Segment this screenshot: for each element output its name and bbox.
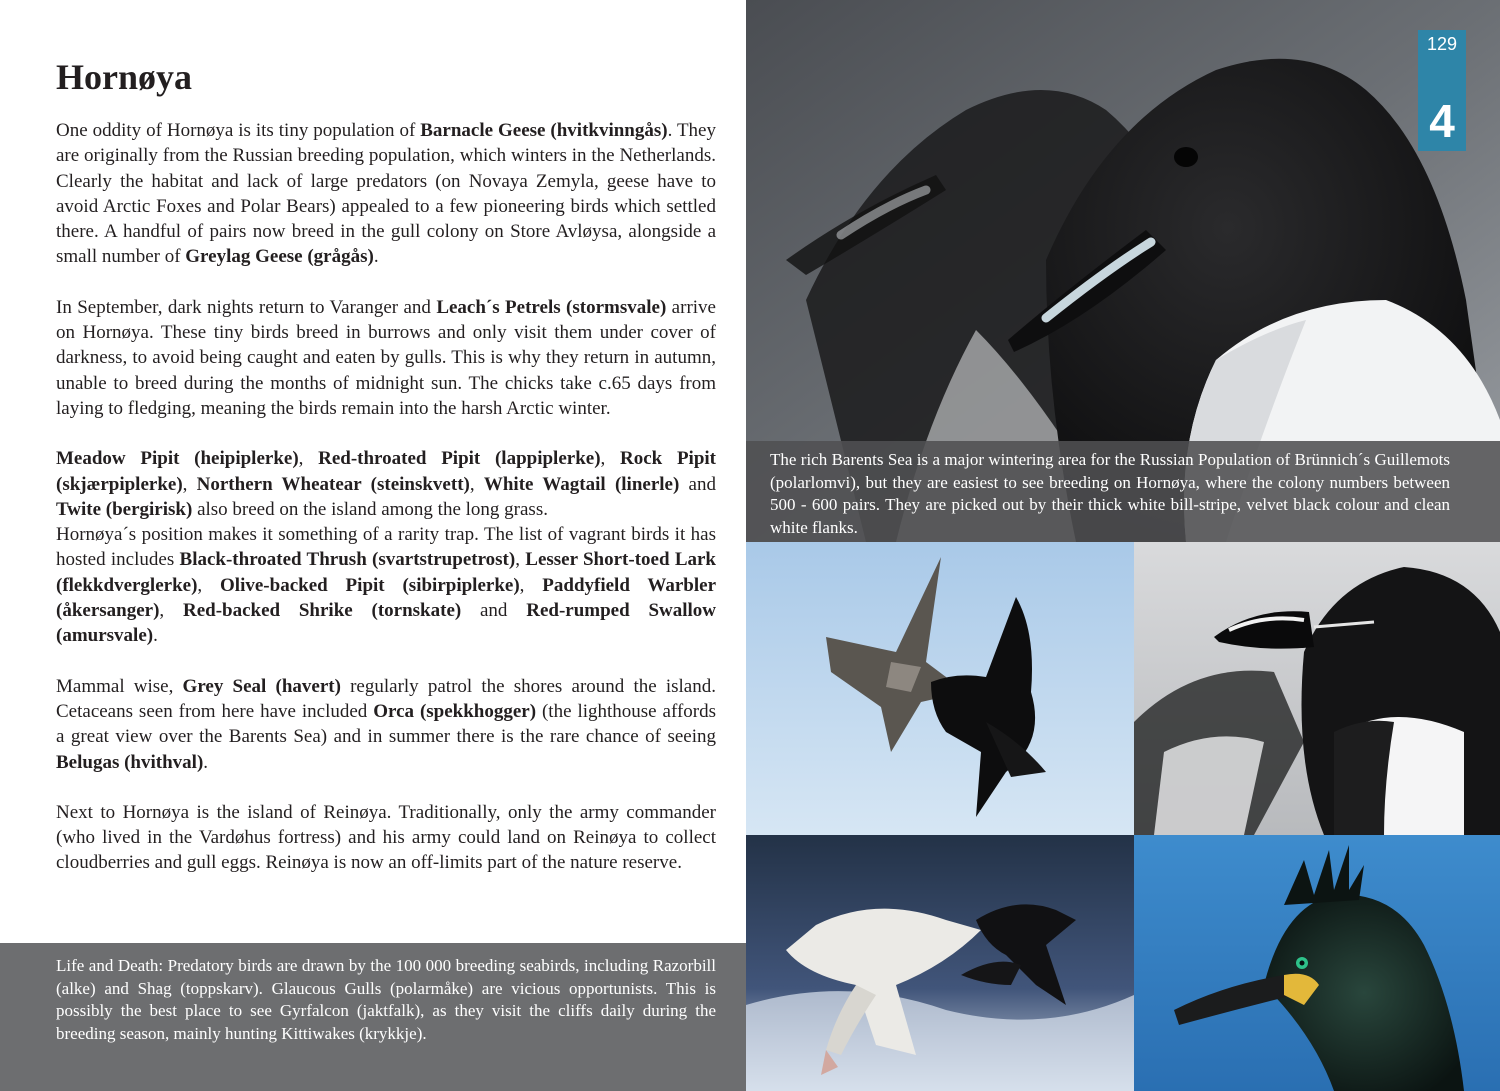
text-run: Hornøya´s position makes it something of a rarity trap. The list of vagrant birds it has hosted includes xyxy=(56,524,716,571)
text-run: , xyxy=(469,473,484,495)
page-title: Hornøya xyxy=(56,57,193,97)
text-run: Mammal wise, xyxy=(56,675,183,697)
body-text xyxy=(56,118,716,901)
text-run: also breed on the island among the long grass. xyxy=(192,498,548,520)
body-paragraph xyxy=(56,118,716,270)
bold-species-name: White Wagtail (linerle) xyxy=(483,473,680,495)
bold-species-name: Leach´s Petrels (stormsvale) xyxy=(436,296,667,318)
text-run: In September, dark nights return to Varanger and xyxy=(56,296,437,318)
bold-species-name: Rock Pipit (skjærpiplerke) xyxy=(56,448,716,495)
bold-species-name: Grey Seal (havert) xyxy=(182,675,341,697)
chapter-number: 4 xyxy=(1429,95,1455,147)
text-run: (the lighthouse affords a great view over the Barents Sea) and in summer there is the rare chance of seeing xyxy=(56,700,716,748)
bold-species-name: Greylag Geese (grågås) xyxy=(185,246,374,268)
text-run: , xyxy=(515,549,526,571)
text-run: and xyxy=(679,473,716,495)
text-run: regularly patrol the shores around the island. Cetaceans seen from here have included xyxy=(56,675,716,722)
body-paragraph xyxy=(56,446,716,522)
text-run: , xyxy=(298,448,319,470)
right-page xyxy=(746,0,1500,1091)
body-paragraph xyxy=(56,800,716,876)
text-run: , xyxy=(600,448,620,470)
text-run: , xyxy=(159,600,183,622)
bold-species-name: Olive-backed Pipit (sibirpiplerke) xyxy=(220,574,520,596)
gull-photo xyxy=(746,835,1134,1091)
text-run: , xyxy=(519,574,543,596)
bold-species-name: Red-throated Pipit (lappiplerke) xyxy=(318,448,601,470)
bold-species-name: Red-rumped Swallow (amursvale) xyxy=(56,600,717,647)
text-run: arrive on Hornøya. These tiny birds breed in burrows and only visit them under cover of darkness, to avoid being caught and eaten by gulls. This is why they return in autumn, unable to breed during the months of midnight sun. The chicks take c.65 days from laying to fledging, meaning the birds remain into the harsh Arctic winter. xyxy=(56,296,716,419)
text-run: . xyxy=(203,751,209,773)
left-page xyxy=(0,0,746,1091)
body-paragraph xyxy=(56,522,716,648)
text-run: One oddity of Hornøya is its tiny population of xyxy=(56,120,421,141)
shag-photo xyxy=(1134,835,1500,1091)
text-run: . xyxy=(153,625,158,647)
right-caption: The rich Barents Sea is a major wintering area for the Russian Population of Brünnich´s Guillemots (polarlomvi), but they are easiest to see breeding on Hornøya, where the colony numbers between 500 - 600 pairs. They are picked out by their thick white bill-stripe, velvet black colour and clean white flanks. xyxy=(770,450,1450,537)
text-run: . xyxy=(373,246,379,268)
bold-species-name: Red-backed Shrike (tornskate) xyxy=(182,600,462,622)
bold-species-name: Black-throated Thrush (svartstrupetrost) xyxy=(179,549,516,571)
text-run: . They are originally from the Russian breeding population, which winters in the Netherlands. Clearly the habitat and lack of large predators (on Novaya Zemyla, geese have to avoid Arctic Foxes and Polar Bears) appealed to a few pioneering birds which settled there. A handful of pairs now breed in the gull colony on Store Avløysa, alongside a small number of xyxy=(56,120,716,268)
left-caption: Life and Death: Predatory birds are drawn by the 100 000 breeding seabirds, including Razorbill (alke) and Shag (toppskarv). Glaucous Gulls (polarmåke) are vicious opportunists. This is possibly the best place to see Gyrfalcon (jaktfalk), as they visit the cliffs daily during the breeding season, mainly hunting Kittiwakes (krykkje). xyxy=(56,956,716,1043)
bold-species-name: Barnacle Geese (hvitkvinngås) xyxy=(420,120,668,141)
page-number: 129 xyxy=(1418,30,1466,58)
bold-species-name: Paddyfield Warbler (åkersanger) xyxy=(56,574,717,622)
bold-species-name: Orca (spekkhogger) xyxy=(373,700,537,722)
body-paragraph xyxy=(56,295,716,421)
bold-species-name: Lesser Short-toed Lark (flekkdverglerke) xyxy=(56,549,716,596)
text-run: Next to Hornøya is the island of Reinøya. Traditionally, only the army commander (who lived in the Vardøhus fortress) and his army could land on Reinøya to collect cloudberries and gull eggs. Reinøya is now an off-limits part of the nature reserve. xyxy=(56,801,716,874)
text-run: and xyxy=(461,600,527,622)
text-run: , xyxy=(197,574,221,596)
left-caption-box xyxy=(0,943,746,1091)
bold-species-name: Meadow Pipit (heipiplerke) xyxy=(56,448,299,470)
text-run: , xyxy=(182,473,197,495)
body-paragraph xyxy=(56,674,716,775)
bold-species-name: Northern Wheatear (steinskvett) xyxy=(196,473,470,495)
right-caption-box xyxy=(746,441,1500,542)
chapter-tab xyxy=(1418,58,1466,151)
razorbill-photo xyxy=(1134,542,1500,835)
bold-species-name: Belugas (hvithval) xyxy=(56,751,204,773)
guillemot-photo xyxy=(746,0,1500,542)
bold-species-name: Twite (bergirisk) xyxy=(56,498,193,520)
falcon-photo xyxy=(746,542,1134,835)
